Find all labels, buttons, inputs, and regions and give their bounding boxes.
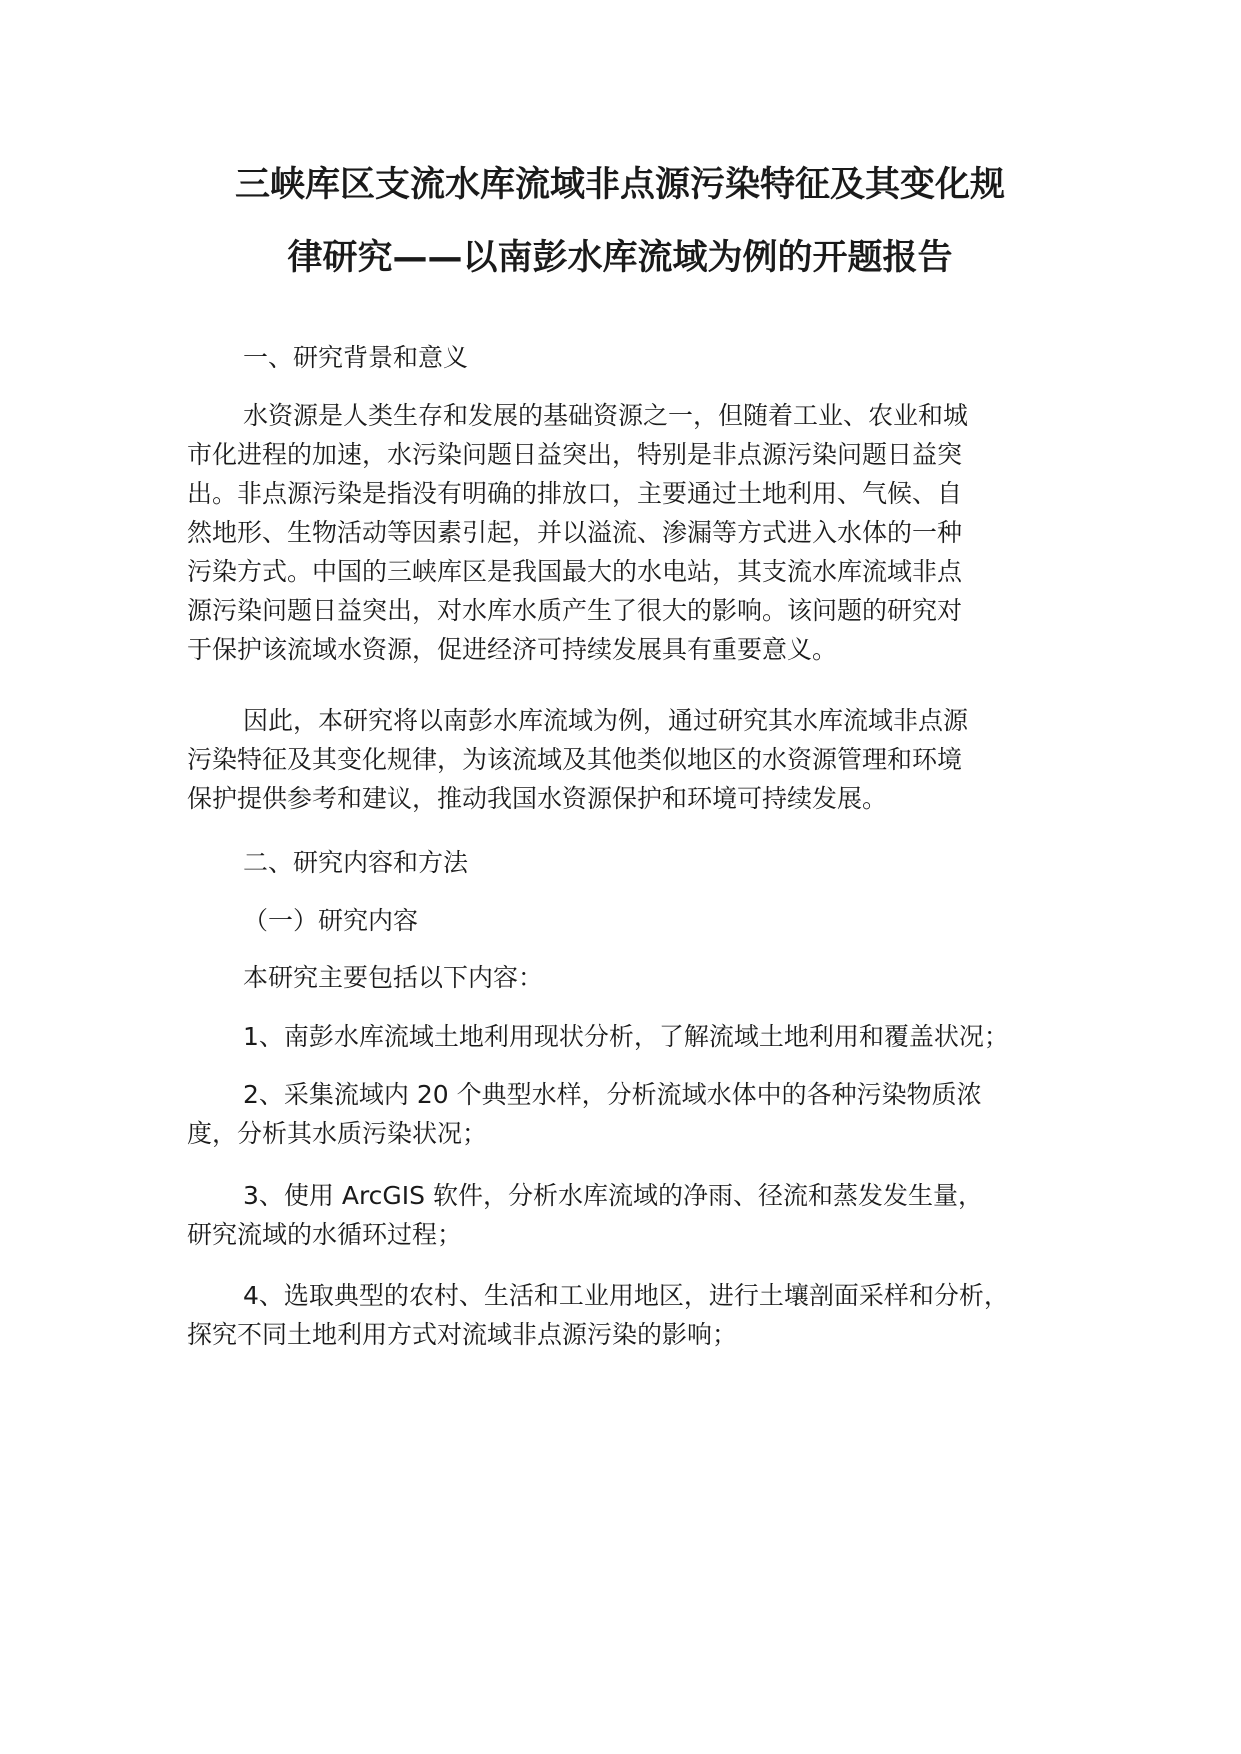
paragraph-line: 污染特征及其变化规律，为该流域及其他类似地区的水资源管理和环境 (187, 745, 963, 774)
paragraph-line: 出。非点源污染是指没有明确的排放口，主要通过土地利用、气候、自 (187, 479, 963, 508)
paragraph-line: 因此，本研究将以南彭水库流域为例，通过研究其水库流域非点源 (243, 706, 969, 735)
document-title-line-1: 三峡库区支流水库流域非点源污染特征及其变化规 (234, 165, 1005, 205)
paragraph-line: 于保护该流域水资源，促进经济可持续发展具有重要意义。 (187, 635, 838, 664)
section-1-heading: 一、研究背景和意义 (243, 343, 469, 372)
paragraph-line: 源污染问题日益突出，对水库水质产生了很大的影响。该问题的研究对 (187, 596, 963, 625)
paragraph-line: 保护提供参考和建议，推动我国水资源保护和环境可持续发展。 (187, 784, 888, 813)
paragraph-line: 污染方式。中国的三峡库区是我国最大的水电站，其支流水库流域非点 (187, 557, 963, 586)
paragraph-line: 然地形、生物活动等因素引起，并以溢流、渗漏等方式进入水体的一种 (187, 518, 963, 547)
section-2-heading: 二、研究内容和方法 (243, 848, 469, 877)
paragraph-line: 市化进程的加速，水污染问题日益突出，特别是非点源污染问题日益突 (187, 440, 963, 469)
paragraph-background (187, 396, 1067, 669)
list-item-2: 2、采集流域内 20 个典型水样，分析流域水体中的各种污染物质浓 度，分析其水质污染状况； (187, 1080, 982, 1148)
document-title-line-2: 律研究——以南彭水库流域为例的开题报告 (287, 238, 953, 278)
list-item-1: 1、南彭水库流域土地利用现状分析，了解流域土地利用和覆盖状况； (243, 1022, 1009, 1051)
content-intro: 本研究主要包括以下内容： (243, 963, 544, 992)
list-item-4: 4、选取典型的农村、生活和工业用地区，进行土壤剖面采样和分析， 探究不同土地利用方式对流域非点源污染的影响； (187, 1281, 1009, 1349)
list-item-3: 3、使用 ArcGIS 软件，分析水库流域的净雨、径流和蒸发发生量， 研究流域的水循环过程； (187, 1181, 983, 1249)
paragraph-purpose (187, 701, 1067, 818)
subsection-1-heading: （一）研究内容 (243, 906, 419, 935)
paragraph-line: 水资源是人类生存和发展的基础资源之一，但随着工业、农业和城 (243, 401, 969, 430)
